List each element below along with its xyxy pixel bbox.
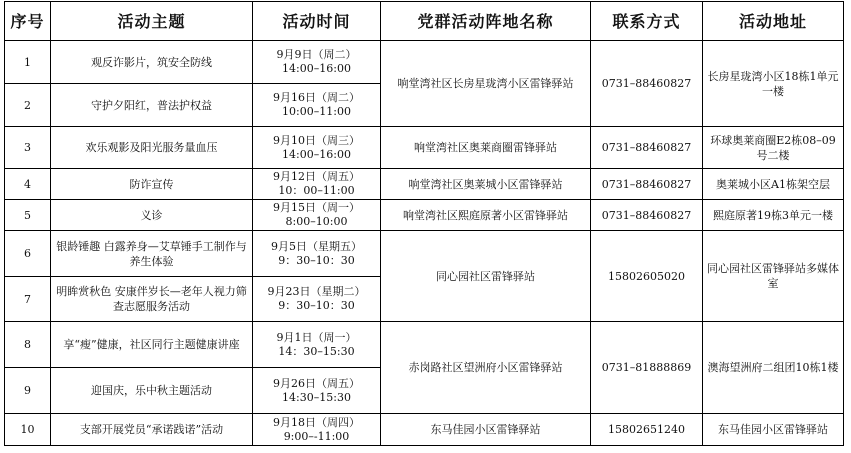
row-contact: 0731–81888869 [591, 322, 703, 414]
row-address: 长房星珑湾小区18栋1单元一楼 [703, 41, 844, 127]
row-time: 9月16日（周二） 10:00–11:00 [253, 84, 381, 127]
activity-schedule-table [4, 1, 844, 446]
table-row [5, 127, 844, 169]
table-row [5, 200, 844, 231]
row-time: 9月18日（周四） 9:00–-11:00 [253, 414, 381, 446]
header-topic: 活动主题 [51, 2, 253, 41]
header-venue: 党群活动阵地名称 [381, 2, 591, 41]
row-time: 9月10日（周三） 14:00–16:00 [253, 127, 381, 169]
row-address: 熙庭原著19栋3单元一楼 [703, 200, 844, 231]
row-index: 7 [5, 277, 51, 322]
row-index: 5 [5, 200, 51, 231]
row-time: 9月23日（星期二） 9：30–10：30 [253, 277, 381, 322]
row-venue: 同心园社区雷锋驿站 [381, 231, 591, 322]
table-row [5, 322, 844, 368]
header-index: 序号 [5, 2, 51, 41]
row-address: 奥莱城小区A1栋架空层 [703, 169, 844, 200]
row-index: 1 [5, 41, 51, 84]
row-topic: 银龄锤趣 白露养身—艾草锤手工制作与养生体验 [51, 231, 253, 277]
table-row [5, 231, 844, 277]
row-topic: 防诈宣传 [51, 169, 253, 200]
row-contact: 15802651240 [591, 414, 703, 446]
table-row [5, 414, 844, 446]
row-topic: 观反诈影片，筑安全防线 [51, 41, 253, 84]
row-time: 9月9日（周二） 14:00–16:00 [253, 41, 381, 84]
header-address: 活动地址 [703, 2, 844, 41]
row-topic: 享“瘦”健康，社区同行主题健康讲座 [51, 322, 253, 368]
row-time: 9月1日（周一） 14：30–15:30 [253, 322, 381, 368]
header-time: 活动时间 [253, 2, 381, 41]
row-venue: 响堂湾社区奥莱商圈雷锋驿站 [381, 127, 591, 169]
row-index: 6 [5, 231, 51, 277]
row-index: 8 [5, 322, 51, 368]
row-topic: 欢乐观影及阳光服务量血压 [51, 127, 253, 169]
header-contact: 联系方式 [591, 2, 703, 41]
row-contact: 0731–88460827 [591, 41, 703, 127]
row-address: 东马佳园小区雷锋驿站 [703, 414, 844, 446]
table-row [5, 169, 844, 200]
row-venue: 响堂湾社区长房星珑湾小区雷锋驿站 [381, 41, 591, 127]
table-header-row [5, 2, 844, 41]
row-venue: 东马佳园小区雷锋驿站 [381, 414, 591, 446]
row-topic: 支部开展党员“承诺践诺”活动 [51, 414, 253, 446]
row-address: 环球奥莱商圈E2栋08–09号二楼 [703, 127, 844, 169]
row-index: 10 [5, 414, 51, 446]
row-index: 9 [5, 368, 51, 414]
row-address: 澳海望洲府二组团10栋1楼 [703, 322, 844, 414]
row-index: 4 [5, 169, 51, 200]
row-time: 9月26日（周五） 14:30–15:30 [253, 368, 381, 414]
row-time: 9月15日（周一） 8:00–10:00 [253, 200, 381, 231]
row-topic: 迎国庆，乐中秋主题活动 [51, 368, 253, 414]
row-address: 同心园社区雷锋驿站多媒体室 [703, 231, 844, 322]
row-contact: 0731–88460827 [591, 127, 703, 169]
row-contact: 0731–88460827 [591, 200, 703, 231]
row-index: 2 [5, 84, 51, 127]
row-contact: 15802605020 [591, 231, 703, 322]
table-row [5, 41, 844, 84]
row-topic: 义诊 [51, 200, 253, 231]
row-time: 9月5日（星期五） 9：30–10：30 [253, 231, 381, 277]
row-venue: 响堂湾社区熙庭原著小区雷锋驿站 [381, 200, 591, 231]
row-index: 3 [5, 127, 51, 169]
row-topic: 守护夕阳红，普法护权益 [51, 84, 253, 127]
row-venue: 响堂湾社区奥莱城小区雷锋驿站 [381, 169, 591, 200]
row-topic: 明眸赏秋色 安康伴岁长—老年人视力筛查志愿服务活动 [51, 277, 253, 322]
row-time: 9月12日（周五） 10：00–11:00 [253, 169, 381, 200]
row-contact: 0731–88460827 [591, 169, 703, 200]
row-venue: 赤岗路社区望洲府小区雷锋驿站 [381, 322, 591, 414]
